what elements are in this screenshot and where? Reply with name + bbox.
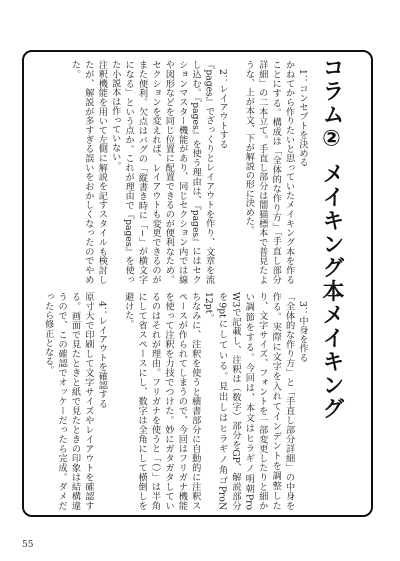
- body-paragraph: ちなみに、注釈を使うと横書部分に自動的に注釈スペースが作られてしまうので、今回はフリガナ機能を使って注釈を力技でつけた。妙にガタガタしているのはそれが理由。フリガナを使うと「（）」は半角にして省スペースにし、数字は全角にして横倒しを避けた。: [122, 292, 201, 510]
- body-paragraph: かねてから作りたいと思っていたメイキング本を作ることにする。構成は「全体的な作り方」「手直し部分詳細」の二本立て。手直し部分は闇猫標本で普見たような、上が本文、下が解説の形に決めた。: [243, 60, 295, 284]
- body-paragraph: 「全体的な作り方」と「手直し部分詳細」の中身を作る。実際に文字を入れてインデントを調整したり、文字サイズ、フォントを一部変更したりと細かい調節をする。今回は、本文はヒラギノ明朝Pro W3で記載し、注釈は（数字）部分をGP、解説部分を9ptにしている。見出しはヒラギノ角ゴProN 12pt。: [203, 292, 295, 510]
- section-layout: [68, 60, 229, 284]
- section-heading: 4：レイアウトを確認する: [96, 301, 108, 409]
- column-title: コラム② メイキング本メイキング: [319, 56, 344, 421]
- lower-tier: [43, 292, 309, 510]
- section-check: [43, 292, 108, 510]
- section-heading: 2：レイアウトする: [216, 69, 228, 149]
- page-number: 55: [22, 540, 34, 550]
- section-concept: [242, 60, 309, 284]
- body-paragraph: 原寸大で印刷して文字サイズやレイアウトを確認する。画面で見たときと紙で見たときの印象は結構違うので、この確認でオッケーだったら完成。ダメだったら修正となる。: [43, 292, 94, 510]
- column-frame: [22, 50, 373, 517]
- section-heading: 3：中身を作る: [297, 301, 308, 363]
- body-paragraph: 『pages』でざっくりとレイアウトを作り、文章を流し込む。『pages』を使う理由は、『pages』にはセクションマスター機能があり、同じセクション内では線や図形などを同じ位置に配置できるのが便利なため。セクションを変えれば、レイアウトも変更できるのがまた便利。欠点はバグの「縦書き時に「−」が横文字になる」という点か。これが理由で『pages』を使った小説本は作っていない。: [109, 60, 215, 284]
- upper-tier: [43, 60, 309, 284]
- section-heading: 1：コンセプトを決める: [297, 69, 308, 167]
- body-paragraph: 注釈機能を用いて左側に解説を記すスタイルも検討したが、解説が多すぎる誤いをおかしくなったのでやめた。: [69, 60, 108, 284]
- section-content: [121, 292, 309, 510]
